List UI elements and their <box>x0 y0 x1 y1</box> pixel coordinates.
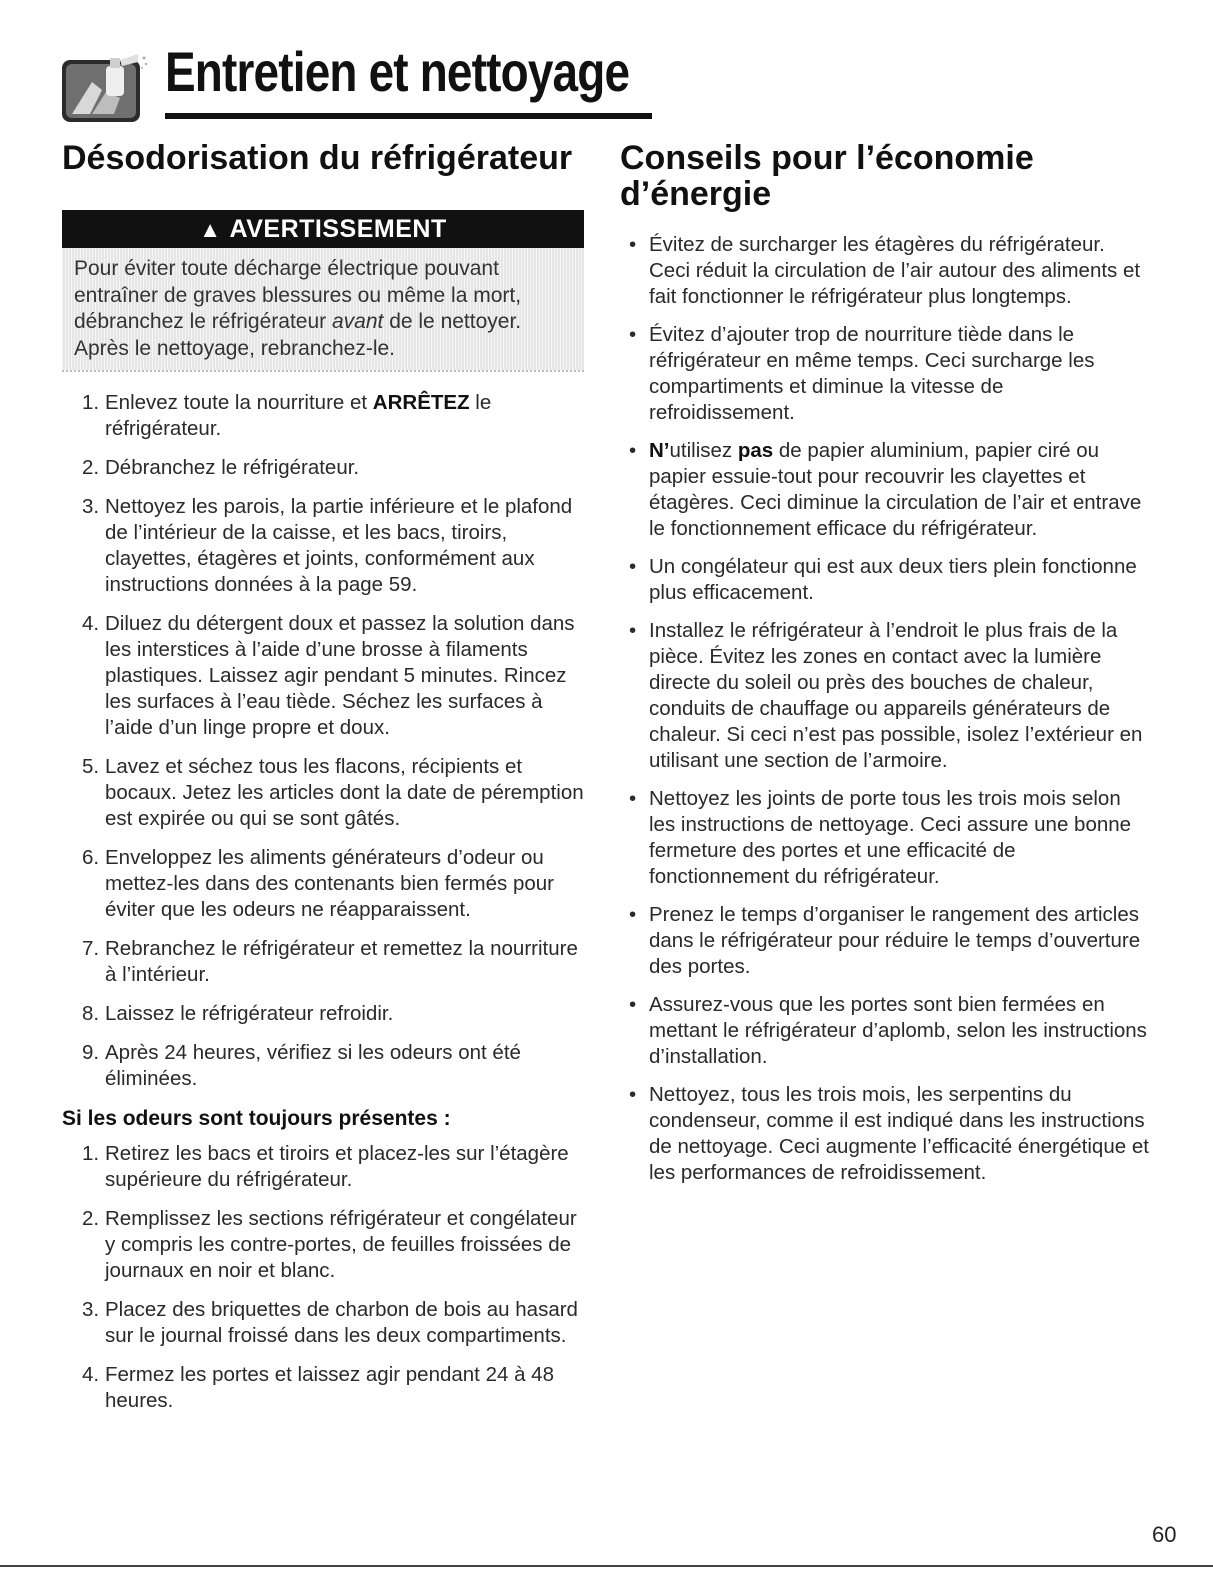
left-column <box>62 140 592 1427</box>
energy-tips <box>620 232 1150 1186</box>
list-item: • Installez le réfrigérateur à l’endroit le plus frais de la pièce. Évitez les zones en contact avec la lumière directe du soleil ou près des bouches de chaleur, conduits de chauffage ou appareils générateurs de chaleur. Si ceci n’est pas possible, isolez l’extérieur en utilisant une section de l’armoire. <box>629 619 1143 772</box>
list-item: 1. Enlevez toute la nourriture et ARRÊTEZ le réfrigérateur. <box>82 391 492 440</box>
list-item: • Assurez-vous que les portes sont bien fermées en mettant le réfrigérateur d’aplomb, selon les instructions d’installation. <box>629 993 1147 1068</box>
list-item: 2. Remplissez les sections réfrigérateur et congélateur y compris les contre-portes, de feuilles froissées de journaux en noir et blanc. <box>82 1207 577 1282</box>
section-title-energy: Conseils pour l’économie d’énergie <box>620 139 1034 213</box>
bottom-rule <box>0 1565 1213 1567</box>
section-title-deodorizing: Désodorisation du réfrigérateur <box>62 139 573 177</box>
page-header <box>62 40 652 124</box>
list-item: • Évitez de surcharger les étagères du réfrigérateur. Ceci réduit la circulation de l’air autour des aliments et fait fonctionner le réfrigérateur plus longtemps. <box>629 233 1141 308</box>
list-item: 5. Lavez et séchez tous les flacons, récipients et bocaux. Jetez les articles dont la date de péremption est expirée ou qui se sont gâtés. <box>82 755 584 830</box>
list-item: 4. Diluez du détergent doux et passez la solution dans les interstices à l’aide d’une brosse à filaments plastiques. Laissez agir pendant 5 minutes. Rincez les surfaces à l’eau tiède. Séchez les surfaces à l’aide d’un linge propre et doux. <box>82 612 575 739</box>
list-item: 1. Retirez les bacs et tiroirs et placez-les sur l’étagère supérieure du réfrigérateur. <box>82 1142 569 1191</box>
list-item: 7. Rebranchez le réfrigérateur et remettez la nourriture à l’intérieur. <box>82 937 578 986</box>
page-number: 60 <box>1152 1522 1177 1547</box>
list-item: • Évitez d’ajouter trop de nourriture tiède dans le réfrigérateur en même temps. Ceci surcharge les compartiments et diminue la vitesse de refroidissement. <box>629 323 1095 424</box>
list-item: 4. Fermez les portes et laissez agir pendant 24 à 48 heures. <box>82 1363 554 1412</box>
list-item: • Nettoyez les joints de porte tous les trois mois selon les instructions de nettoyage. Ceci assure une bonne fermeture des portes et une efficacité de fonctionnement du réfrigérateur. <box>629 787 1132 888</box>
warning-box <box>62 210 584 372</box>
list-item: 3. Placez des briquettes de charbon de bois au hasard sur le journal froissé dans les deux compartiments. <box>82 1298 578 1347</box>
list-item: 3. Nettoyez les parois, la partie inférieure et le plafond de l’intérieur de la caisse, et les bacs, tiroirs, clayettes, étagères et joints, conformément aux instructions données à la page 59. <box>82 495 573 596</box>
list-item: 2. Débranchez le réfrigérateur. <box>82 456 360 479</box>
list-item: 9. Après 24 heures, vérifiez si les odeurs ont été éliminées. <box>82 1041 521 1090</box>
list-item: • Un congélateur qui est aux deux tiers plein fonctionne plus efficacement. <box>629 555 1137 604</box>
page-title: Entretien et nettoyage <box>165 40 630 103</box>
list-item: 8. Laissez le réfrigérateur refroidir. <box>82 1002 394 1025</box>
deodorize-steps <box>62 390 592 1092</box>
warning-label: AVERTISSEMENT <box>229 215 447 243</box>
odor-persist-subtitle: Si les odeurs sont toujours présentes : <box>62 1107 451 1130</box>
list-item: • Nettoyez, tous les trois mois, les serpentins du condenseur, comme il est indiqué dans les instructions de nettoyage. Ceci augmente l’efficacité énergétique et les performances de refroidissement. <box>629 1083 1149 1184</box>
list-item: 6. Enveloppez les aliments générateurs d’odeur ou mettez-les dans des contenants bien fermés pour éviter que les odeurs ne réapparaissent. <box>82 846 554 921</box>
list-item: • Prenez le temps d’organiser le rangement des articles dans le réfrigérateur pour réduire le temps d’ouverture des portes. <box>629 903 1141 978</box>
title-underline <box>165 113 652 119</box>
right-column <box>620 140 1150 1198</box>
list-item: • N’utilisez pas de papier aluminium, papier ciré ou papier essuie-tout pour recouvrir les clayettes et étagères. Ceci diminue la circulation de l’air et entrave le fonctionnement efficace du réfrigérateur. <box>629 439 1142 540</box>
warning-text: Pour éviter toute décharge électrique pouvant entraîner de graves blessures ou même la mort, débranchez le réfrigérateur avant de le nettoyer. Après le nettoyage, rebranchez-le. <box>62 248 584 370</box>
odor-persist-steps <box>62 1141 592 1414</box>
warning-triangle-icon: ▲ <box>199 217 222 242</box>
warning-header <box>62 210 584 248</box>
cleaning-spray-icon <box>62 52 150 124</box>
